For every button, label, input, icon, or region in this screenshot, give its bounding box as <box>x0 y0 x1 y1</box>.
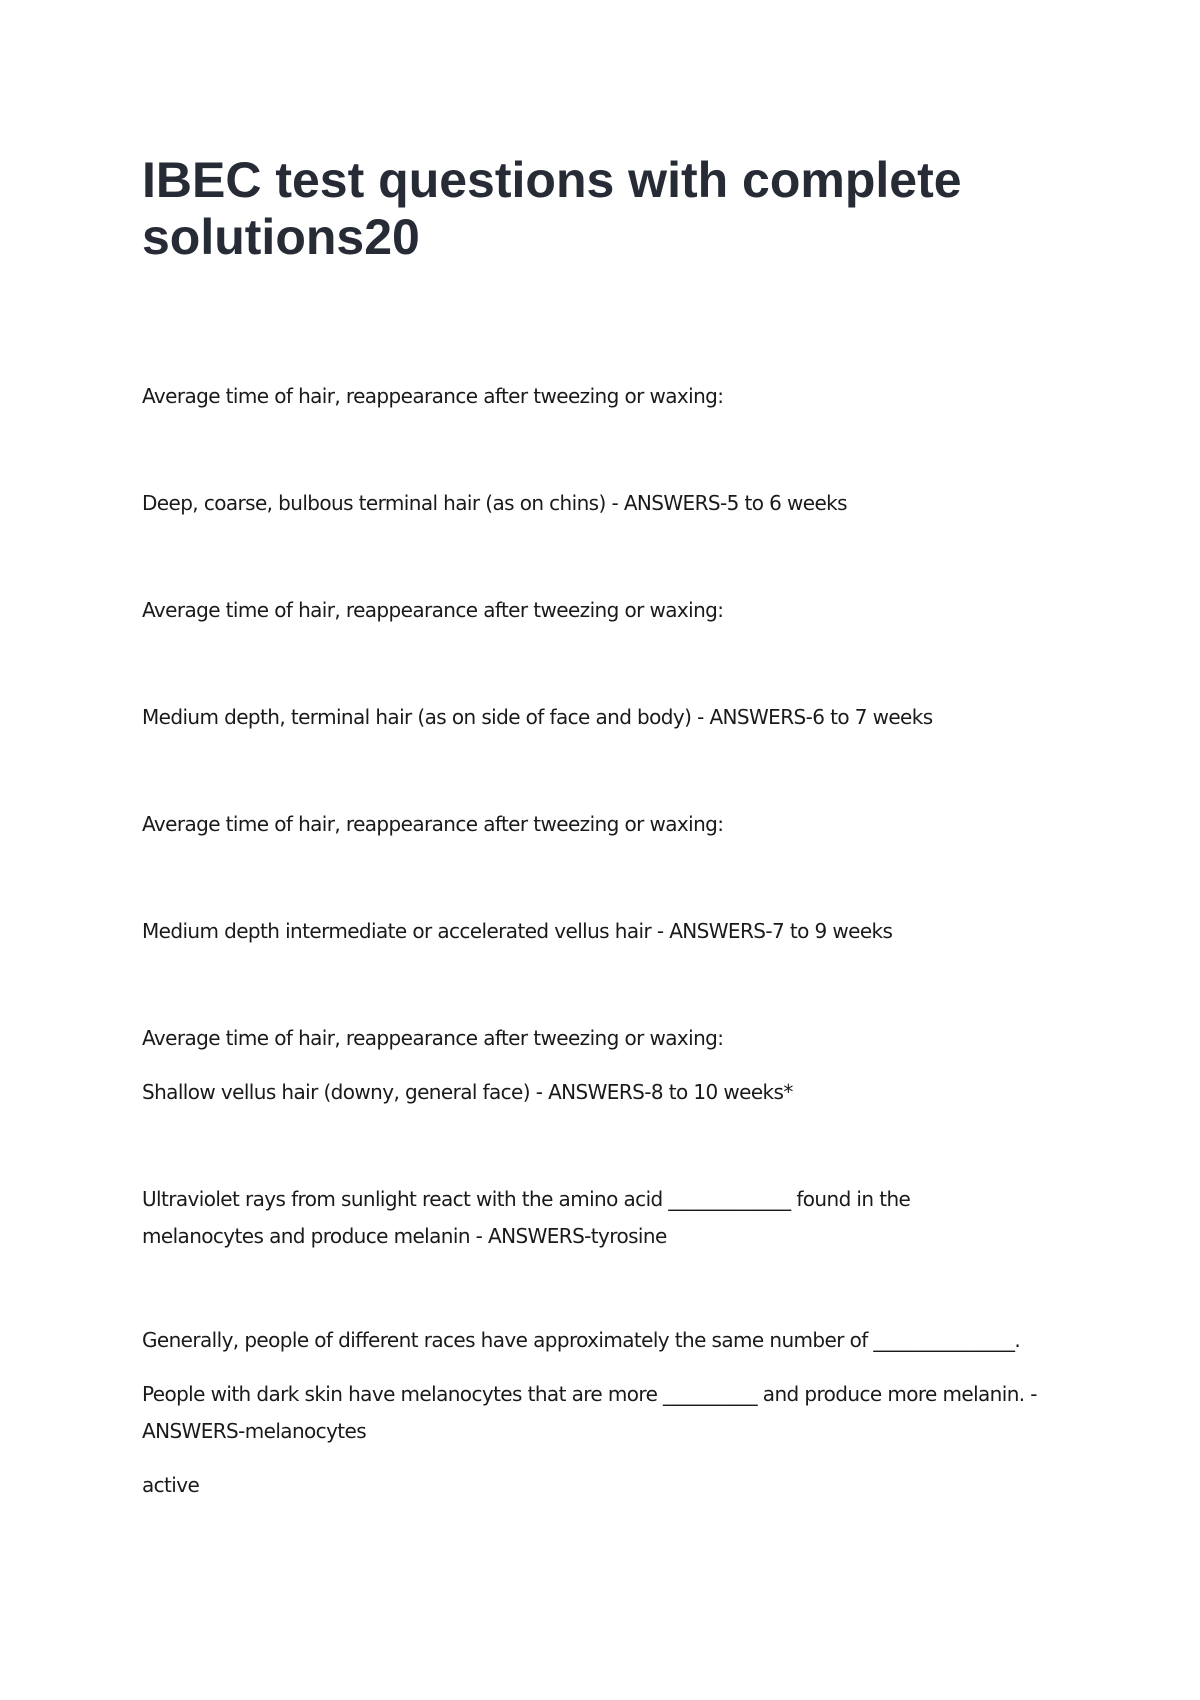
question-paragraph: Average time of hair, reappearance after tweezing or waxing: <box>142 812 724 836</box>
answer-paragraph: Medium depth, terminal hair (as on side of face and body) - ANSWERS-6 to 7 weeks <box>142 705 933 729</box>
document-title: IBEC test questions with complete solutions20 <box>142 152 962 265</box>
answer-paragraph: Medium depth intermediate or accelerated vellus hair - ANSWERS-7 to 9 weeks <box>142 919 893 943</box>
question-answer-paragraph: People with dark skin have melanocytes that are more __________ and produce more melanin. - ANSWERS-melanocytes <box>142 1382 1037 1443</box>
question-answer-paragraph: Ultraviolet rays from sunlight react with the amino acid _____________ found in the melanocytes and produce melanin - ANSWERS-tyrosine <box>142 1187 911 1248</box>
answer-paragraph: Deep, coarse, bulbous terminal hair (as on chins) - ANSWERS-5 to 6 weeks <box>142 491 847 515</box>
question-paragraph: Average time of hair, reappearance after tweezing or waxing: <box>142 598 724 622</box>
question-paragraph: Average time of hair, reappearance after tweezing or waxing: <box>142 1026 724 1050</box>
question-paragraph: Average time of hair, reappearance after tweezing or waxing: <box>142 384 724 408</box>
answer-paragraph: Shallow vellus hair (downy, general face) - ANSWERS-8 to 10 weeks* <box>142 1080 793 1104</box>
question-paragraph: Generally, people of different races have approximately the same number of _______________. <box>142 1328 1021 1352</box>
answer-paragraph: active <box>142 1473 200 1497</box>
